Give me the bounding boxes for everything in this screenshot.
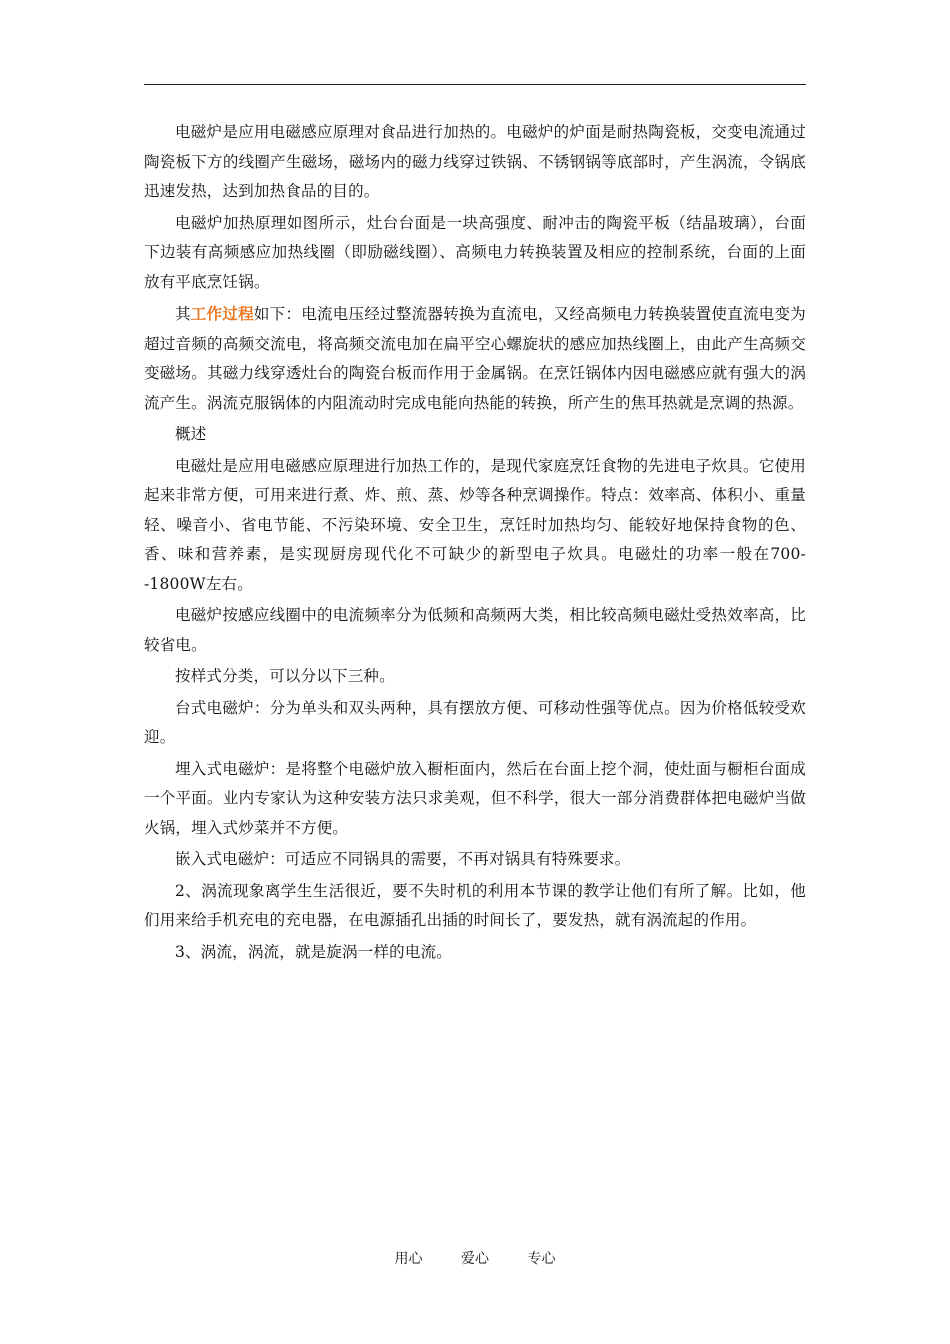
work-process-prefix: 其	[175, 305, 191, 323]
paragraph-work-process	[144, 299, 806, 418]
paragraph-eddy-current-note: 2、涡流现象离学生生活很近，要不失时机的利用本节课的教学让他们有所了解。比如，他们用来给手机充电的充电器，在电源插孔出插的时间长了，要发热，就有涡流起的作用。	[144, 881, 806, 929]
page-footer	[0, 1248, 950, 1268]
header-rule	[144, 84, 806, 85]
work-process-text: 如下：电流电压经过整流器转换为直流电，又经高频电力转换装置使直流电变为超过音频的高频交流电，将高频交流电加在扁平空心螺旋状的感应加热线圈上，由此产生高频交变磁场。其磁力线穿透灶台的陶瓷台板而作用于金属锅。在烹饪锅体内因电磁感应就有强大的涡流产生。涡流克服锅体的内阻流动时完成电能向热能的转换，所产生的焦耳热就是烹调的热源。	[144, 305, 806, 412]
paragraph-desktop-type: 台式电磁炉：分为单头和双头两种，具有摆放方便、可移动性强等优点。因为价格低较受欢迎。	[144, 698, 806, 746]
paragraph-principle: 电磁炉是应用电磁感应原理对食品进行加热的。电磁炉的炉面是耐热陶瓷板，交变电流通过陶瓷板下方的线圈产生磁场，磁场内的磁力线穿过铁锅、不锈钢锅等底部时，产生涡流，令锅底迅速发热，达到加热食品的目的。	[144, 123, 806, 200]
work-process-highlight: 工作过程	[190, 304, 254, 323]
document-body	[144, 118, 806, 969]
paragraph-overview: 电磁灶是应用电磁感应原理进行加热工作的，是现代家庭烹饪食物的先进电子炊具。它使用起来非常方便，可用来进行煮、炸、煎、蒸、炒等各种烹调操作。特点：效率高、体积小、重量轻、噪音小、省电节能、不污染环境、安全卫生，烹饪时加热均匀、能较好地保持食物的色、香、味和营养素，是实现厨房现代化不可缺少的新型电子炊具。电磁灶的功率一般在700--1800W左右。	[144, 456, 806, 593]
paragraph-frequency: 电磁炉按感应线圈中的电流频率分为低频和高频两大类，相比较高频电磁灶受热效率高，比较省电。	[144, 606, 806, 654]
footer-item: 用心	[394, 1251, 423, 1267]
footer-item: 爱心	[461, 1251, 489, 1267]
paragraph-style-classification: 按样式分类，可以分以下三种。	[175, 667, 395, 685]
overview-heading: 概述	[175, 425, 207, 443]
footer-item: 专心	[527, 1251, 556, 1267]
paragraph-heating-principle: 电磁炉加热原理如图所示，灶台台面是一块高强度、耐冲击的陶瓷平板（结晶玻璃），台面下边装有高频感应加热线圈（即励磁线圈）、高频电力转换装置及相应的控制系统，台面的上面放有平底烹饪锅。	[144, 213, 806, 291]
paragraph-embedded-type: 嵌入式电磁炉：可适应不同锅具的需要，不再对锅具有特殊要求。	[175, 850, 631, 868]
paragraph-buried-type: 埋入式电磁炉：是将整个电磁炉放入橱柜面内，然后在台面上挖个洞，使灶面与橱柜台面成一个平面。业内专家认为这种安装方法只求美观，但不科学，很大一部分消费群体把电磁炉当做火锅，埋入式炒菜并不方便。	[144, 759, 806, 837]
paragraph-eddy-current-definition: 3、涡流，涡流，就是旋涡一样的电流。	[175, 942, 452, 961]
